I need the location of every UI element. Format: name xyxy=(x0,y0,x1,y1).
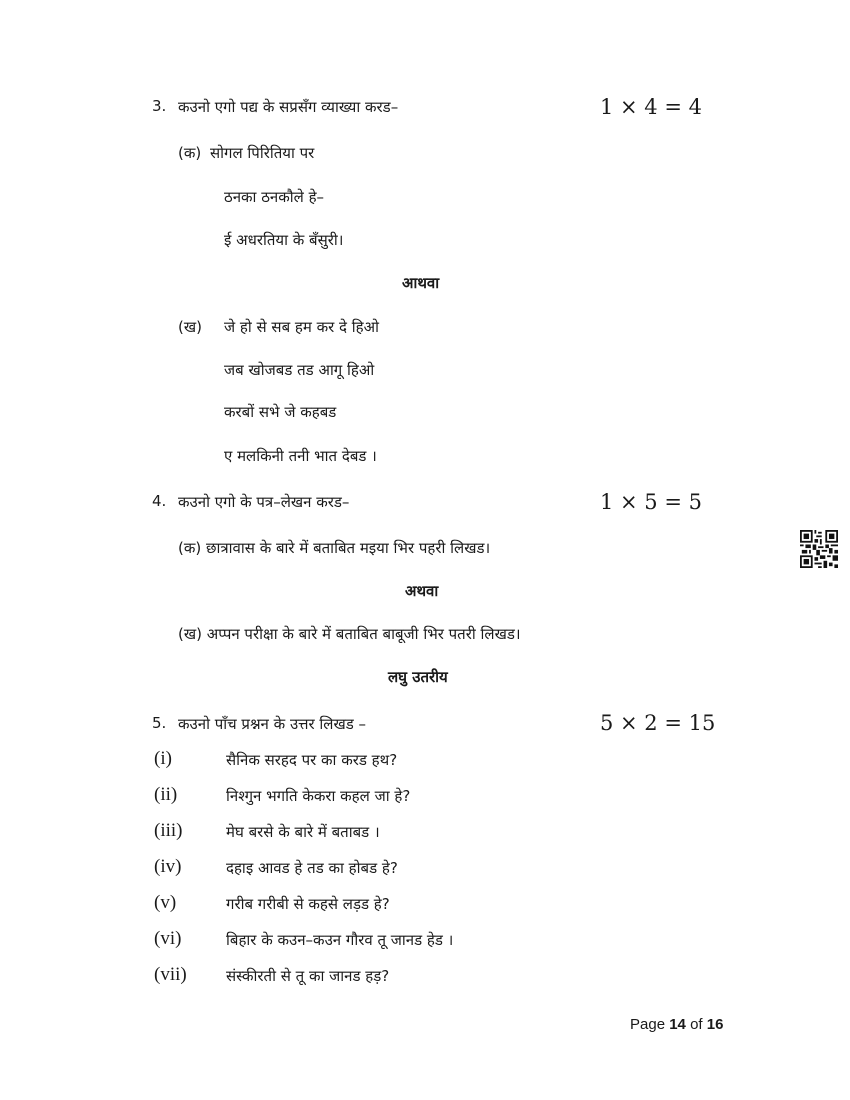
q4-number: 4. xyxy=(152,492,167,510)
q4-question: कउनो एगो के पत्र–लेखन करड– xyxy=(178,493,350,511)
q5-item-text: सैनिक सरहद पर का करड हथ? xyxy=(226,751,398,769)
q5-item-number: (vii) xyxy=(154,964,187,985)
q5-item-number: (ii) xyxy=(154,784,178,805)
q3-marks: 1 × 4 = 4 xyxy=(600,95,702,119)
q5-question: कउनो पाँच प्रश्नन के उत्तर लिखड – xyxy=(178,715,367,733)
section-title: लघु उतरीय xyxy=(388,668,448,686)
q4-option-b: (ख) अप्पन परीक्षा के बारे में बताबित बाबूजी भिर पतरी लिखड। xyxy=(178,625,521,643)
q5-item-number: (iii) xyxy=(154,820,183,841)
current-page-number: 14 xyxy=(669,1016,686,1033)
total-page-number: 16 xyxy=(706,1016,724,1033)
q4-or-divider: अथवा xyxy=(405,582,439,600)
q3-option-b-line3: करबों सभे जे कहबड xyxy=(224,403,337,421)
q3-number: 3. xyxy=(152,97,167,115)
qr-code-icon xyxy=(800,530,838,568)
page-label: Page xyxy=(630,1016,666,1033)
q5-item-text: निश्गुन भगति केकरा कहल जा हे? xyxy=(226,787,411,805)
q3-option-b-label: (ख) xyxy=(178,318,202,336)
q4-marks: 1 × 5 = 5 xyxy=(600,490,702,514)
q5-item-text: संस्कीरती से तू का जानड हड़? xyxy=(226,967,390,985)
q3-option-a-line1: सोगल पिरितिया पर xyxy=(210,144,315,162)
q5-item-text: दहाइ आवड हे तड का होबड हे? xyxy=(226,859,398,877)
q5-item-number: (iv) xyxy=(154,856,182,877)
q5-number: 5. xyxy=(152,714,167,732)
q3-option-a-line2: ठनका ठनकौले हे– xyxy=(224,188,325,206)
page-footer xyxy=(630,1016,723,1033)
q4-option-a: (क) छात्रावास के बारे में बताबित मइया भिर पहरी लिखड। xyxy=(178,539,491,557)
q5-item-number: (i) xyxy=(154,748,172,769)
q3-or-divider: आथवा xyxy=(402,274,440,292)
q3-option-a-label: (क) xyxy=(178,144,202,162)
q5-item-text: मेघ बरसे के बारे में बताबड । xyxy=(226,823,380,841)
q3-question: कउनो एगो पद्य के सप्रसँग व्याख्या करड– xyxy=(178,98,399,116)
q5-item-text: बिहार के कउन–कउन गौरव तू जानड हेड । xyxy=(226,931,454,949)
q3-option-b-line1: जे हो से सब हम कर दे हिओ xyxy=(224,318,379,336)
q3-option-b-line2: जब खोजबड तड आगू हिओ xyxy=(224,361,375,379)
q3-option-b-line4: ए मलकिनी तनी भात देबड । xyxy=(224,447,377,465)
q5-marks: 5 × 2 = 15 xyxy=(600,711,716,735)
of-label: of xyxy=(690,1016,703,1033)
q3-option-a-line3: ई अधरतिया के बँसुरी। xyxy=(224,231,344,249)
q5-item-text: गरीब गरीबी से कहसे लड़ड हे? xyxy=(226,895,390,913)
q5-item-number: (vi) xyxy=(154,928,182,949)
q5-item-number: (v) xyxy=(154,892,177,913)
